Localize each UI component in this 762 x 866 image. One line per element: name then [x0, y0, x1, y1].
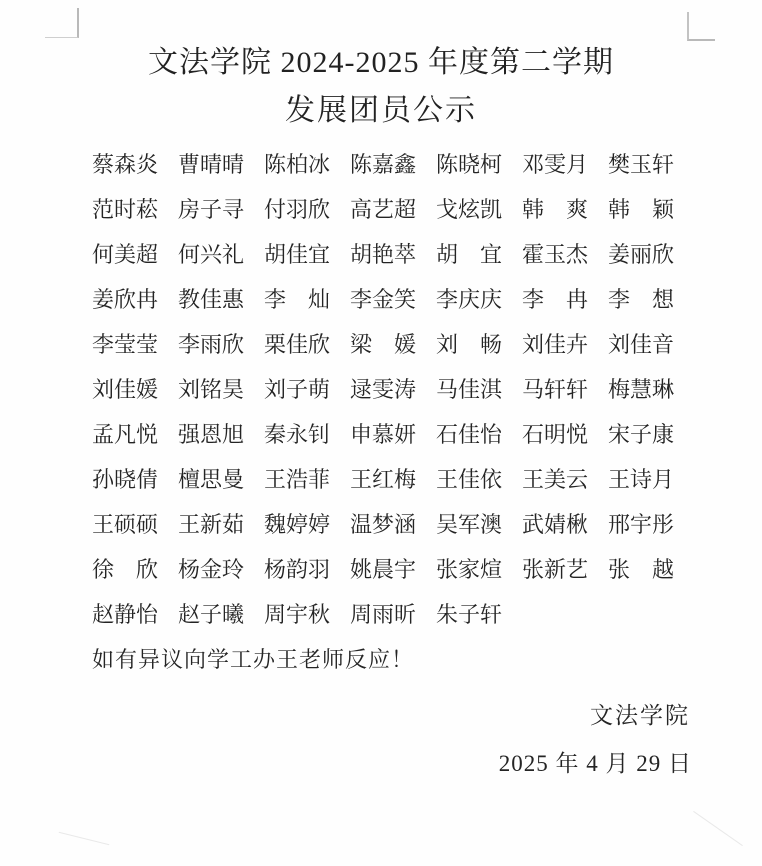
member-name: 孟凡悦 [92, 422, 159, 447]
member-name: 强恩旭 [178, 422, 245, 447]
member-name: 朱子轩 [436, 602, 503, 627]
member-name: 王红梅 [350, 467, 417, 492]
member-name: 申慕妍 [350, 422, 417, 447]
name-row [92, 412, 678, 457]
name-row [92, 592, 678, 637]
member-name: 胡佳宜 [264, 242, 331, 267]
member-name: 逯雯涛 [350, 377, 417, 402]
member-name: 霍玉杰 [522, 242, 589, 267]
member-name: 檀思曼 [178, 467, 245, 492]
name-row [92, 547, 678, 592]
member-name: 陈柏冰 [264, 152, 331, 177]
name-row [92, 457, 678, 502]
name-row [92, 142, 678, 187]
member-name: 王硕硕 [92, 512, 159, 537]
member-name: 张家煊 [436, 557, 503, 582]
scan-shadow-bottom-right [693, 811, 743, 846]
member-name: 何美超 [92, 242, 159, 267]
member-name: 陈嘉鑫 [350, 152, 417, 177]
name-row [92, 277, 678, 322]
member-name: 高艺超 [350, 197, 417, 222]
member-name: 吴军澳 [436, 512, 503, 537]
member-name: 姜丽欣 [608, 242, 675, 267]
name-row [92, 187, 678, 232]
scan-corner-mark-top-left [45, 8, 79, 38]
member-name: 张 越 [608, 557, 675, 582]
member-name: 王诗月 [608, 467, 675, 492]
member-name: 梅慧琳 [608, 377, 675, 402]
member-name: 张新艺 [522, 557, 589, 582]
member-name: 赵静怡 [92, 602, 159, 627]
scan-shadow-bottom-left [59, 832, 110, 846]
member-name: 徐 欣 [92, 557, 159, 582]
member-name: 付羽欣 [264, 197, 331, 222]
member-name: 杨金玲 [178, 557, 245, 582]
member-name: 石明悦 [522, 422, 589, 447]
member-name: 周宇秋 [264, 602, 331, 627]
issuing-department-signature: 文法学院 [590, 703, 690, 728]
member-name: 何兴礼 [178, 242, 245, 267]
member-name: 梁 媛 [350, 332, 417, 357]
member-name: 王美云 [522, 467, 589, 492]
member-name: 韩 爽 [522, 197, 589, 222]
member-name: 陈晓柯 [436, 152, 503, 177]
member-name: 李 冉 [522, 287, 589, 312]
member-name: 房子寻 [178, 197, 245, 222]
member-name: 孙晓倩 [92, 467, 159, 492]
document-title-line2: 发展团员公示 [285, 94, 477, 127]
member-name: 宋子康 [608, 422, 675, 447]
objection-note: 如有异议向学工办王老师反应！ [92, 647, 415, 672]
member-name: 李雨欣 [178, 332, 245, 357]
member-name: 樊玉轩 [608, 152, 675, 177]
member-name: 王佳依 [436, 467, 503, 492]
member-name: 胡艳萃 [350, 242, 417, 267]
member-name: 刘佳媛 [92, 377, 159, 402]
member-name: 韩 颖 [608, 197, 675, 222]
member-name: 邓雯月 [522, 152, 589, 177]
member-name: 赵子曦 [178, 602, 245, 627]
document-title-line1: 文法学院 2024-2025 年度第二学期 [148, 46, 614, 79]
member-name: 刘子萌 [264, 377, 331, 402]
member-name: 刘 畅 [436, 332, 503, 357]
member-name: 王浩菲 [264, 467, 331, 492]
member-name: 李 想 [608, 287, 675, 312]
member-name: 邢宇彤 [608, 512, 675, 537]
name-row [92, 232, 678, 277]
member-name: 曹晴晴 [178, 152, 245, 177]
member-name: 石佳怡 [436, 422, 503, 447]
member-name: 姜欣冉 [92, 287, 159, 312]
member-name: 马佳淇 [436, 377, 503, 402]
member-name: 魏婷婷 [264, 512, 331, 537]
member-name: 刘佳卉 [522, 332, 589, 357]
name-row [92, 322, 678, 367]
member-name: 栗佳欣 [264, 332, 331, 357]
member-name: 李金笑 [350, 287, 417, 312]
member-name: 温梦涵 [350, 512, 417, 537]
member-name: 刘铭昊 [178, 377, 245, 402]
member-name: 武婧楸 [522, 512, 589, 537]
member-name: 范时菘 [92, 197, 159, 222]
member-name: 戈炫凯 [436, 197, 503, 222]
member-name: 姚晨宇 [350, 557, 417, 582]
name-row [92, 367, 678, 412]
member-name-list [92, 142, 678, 637]
member-name: 李莹莹 [92, 332, 159, 357]
member-name: 李庆庆 [436, 287, 503, 312]
member-name: 杨韵羽 [264, 557, 331, 582]
issue-date: 2025 年 4 月 29 日 [498, 751, 692, 776]
member-name: 王新茹 [178, 512, 245, 537]
member-name: 李 灿 [264, 287, 331, 312]
member-name: 马轩轩 [522, 377, 589, 402]
name-row [92, 502, 678, 547]
member-name: 刘佳音 [608, 332, 675, 357]
member-name: 胡 宜 [436, 242, 503, 267]
member-name: 周雨昕 [350, 602, 417, 627]
member-name: 教佳惠 [178, 287, 245, 312]
scan-corner-mark-top-right [687, 12, 715, 41]
member-name: 蔡森炎 [92, 152, 159, 177]
member-name: 秦永钊 [264, 422, 331, 447]
